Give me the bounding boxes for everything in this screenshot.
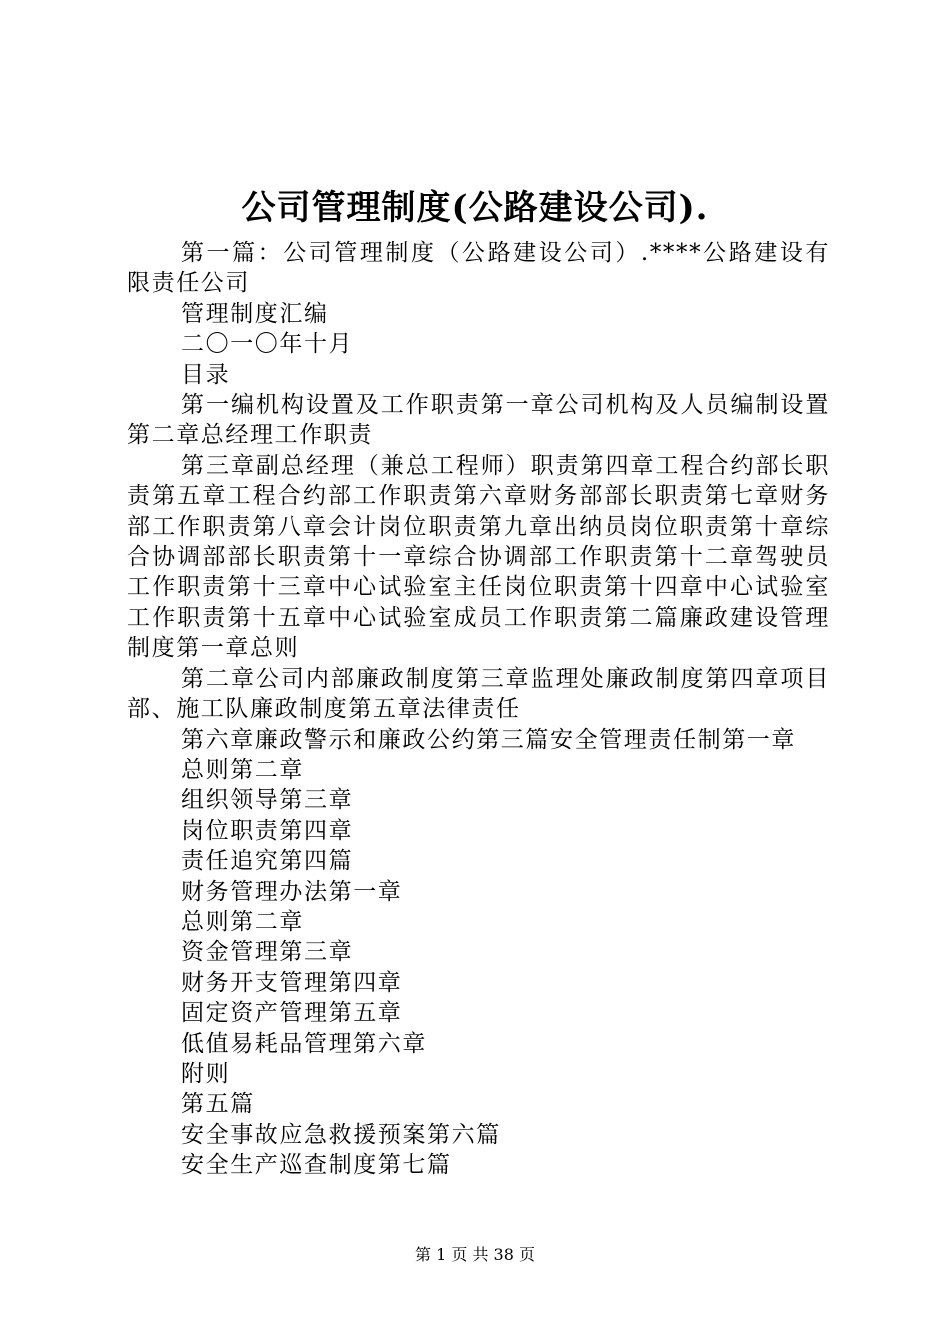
paragraph-toc-line: 组织领导第三章 bbox=[181, 787, 354, 814]
paragraph-toc-line: 第五篇 bbox=[181, 1091, 255, 1118]
document-body bbox=[127, 238, 830, 1181]
paragraph-toc-line: 第六章廉政警示和廉政公约第三篇安全管理责任制第一章 bbox=[181, 726, 796, 753]
paragraph-toc-line: 财务管理办法第一章 bbox=[181, 878, 403, 905]
paragraph-toc-line: 附则 bbox=[181, 1060, 231, 1087]
paragraph-toc-line: 安全事故应急救援预案第六篇 bbox=[181, 1121, 501, 1148]
paragraph-toc-line: 低值易耗品管理第六章 bbox=[181, 1030, 427, 1057]
document-title: 公司管理制度(公路建设公司). bbox=[241, 188, 709, 228]
paragraph-toc-line: 固定资产管理第五章 bbox=[181, 1000, 403, 1027]
paragraph-toc-part2: 第三章副总经理（兼总工程师）职责第四章工程合约部长职责第五章工程合约部工作职责第六章财务部部长职责第七章财务部工作职责第八章会计岗位职责第九章出纳员岗位职责第十章综合协调部部长职责第十一章综合协调部工作职责第十二章驾驶员工作职责第十三章中心试验室主任岗位职责第十四章中心试验室工作职责第十五章中心试验室成员工作职责第二篇廉政建设管理制度第一章总则 bbox=[127, 452, 830, 662]
paragraph-toc-line: 总则第二章 bbox=[181, 908, 304, 935]
paragraph-toc-line: 资金管理第三章 bbox=[181, 939, 354, 966]
paragraph-toc-part3: 第二章公司内部廉政制度第三章监理处廉政制度第四章项目部、施工队廉政制度第五章法律责任 bbox=[127, 665, 830, 723]
paragraph-toc-line: 总则第二章 bbox=[181, 756, 304, 783]
page-number-footer: 第 1 页 共 38 页 bbox=[415, 1245, 535, 1264]
paragraph-toc-line: 责任追究第四篇 bbox=[181, 848, 354, 875]
paragraph-compilation: 管理制度汇编 bbox=[181, 300, 329, 327]
paragraph-toc-line: 岗位职责第四章 bbox=[181, 817, 354, 844]
paragraph-toc-heading: 目录 bbox=[181, 361, 231, 388]
paragraph-toc-line: 财务开支管理第四章 bbox=[181, 969, 403, 996]
paragraph-intro: 第一篇：公司管理制度（公路建设公司）.****公路建设有限责任公司 bbox=[127, 240, 830, 297]
paragraph-toc-part1: 第一编机构设置及工作职责第一章公司机构及人员编制设置第二章总经理工作职责 bbox=[127, 392, 830, 449]
paragraph-toc-line: 安全生产巡查制度第七篇 bbox=[181, 1152, 452, 1179]
paragraph-date: 二〇一〇年十月 bbox=[181, 331, 354, 358]
